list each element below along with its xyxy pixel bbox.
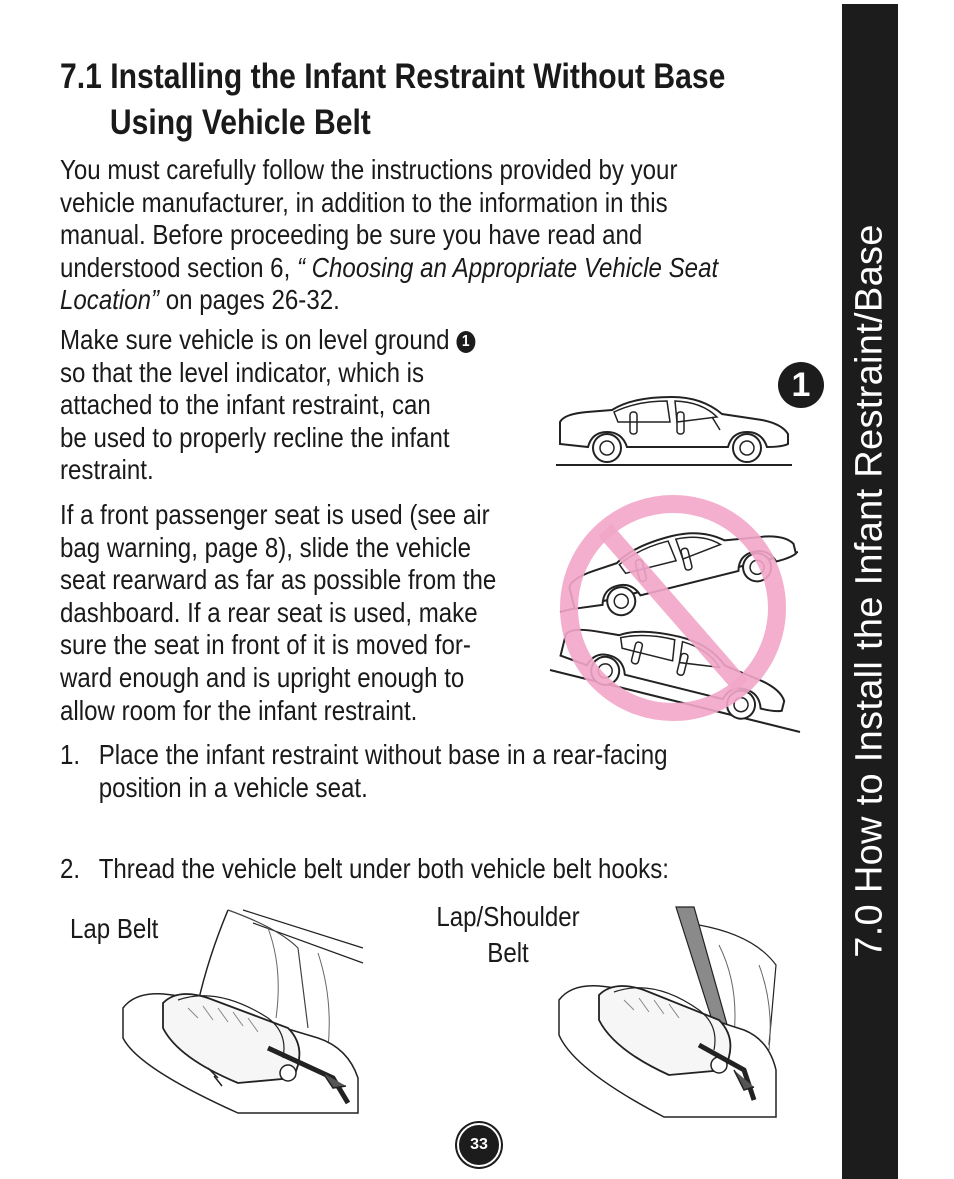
passenger-line: dashboard. If a rear seat is used, make (60, 596, 478, 628)
intro-line (60, 252, 718, 285)
passenger-seat-paragraph (60, 499, 496, 727)
step-number: 1. (60, 739, 81, 770)
passenger-line: sure the seat in front of it is moved for- (60, 629, 471, 661)
intro-text: on pages 26-32. (159, 284, 340, 316)
level-ground-paragraph (60, 324, 475, 487)
section-reference: Location” (60, 284, 160, 316)
level-line (60, 324, 475, 357)
section-reference: “ Choosing an Appropriate Vehicle Seat (296, 251, 719, 283)
level-line: restraint. (60, 454, 154, 486)
chapter-title: 7.0 How to Install the Infant Restraint/Base (848, 224, 891, 958)
prohibited-icon (553, 490, 793, 730)
lap-belt-seat-icon (118, 908, 370, 1120)
intro-line: You must carefully follow the instructions provided by your (60, 154, 678, 185)
level-text: Make sure vehicle is on level ground (60, 324, 450, 355)
lap-shoulder-belt-seat-icon (554, 905, 784, 1123)
passenger-line: seat rearward as far as possible from the (60, 564, 497, 596)
heading-line-1: 7.1 Installing the Infant Restraint Without Base (60, 57, 726, 96)
step-text: Thread the vehicle belt under both vehicle belt hooks: (98, 853, 669, 884)
level-line: so that the level indicator, which is (60, 356, 425, 388)
step-number: 2. (60, 853, 81, 884)
label-line: Lap/Shoulder (436, 901, 580, 932)
intro-text: understood section 6, (60, 251, 297, 283)
intro-line (60, 284, 718, 317)
figure-reference-badge: 1 (456, 331, 475, 353)
heading-line-2: Using Vehicle Belt (109, 103, 371, 142)
chapter-sidebar (842, 4, 898, 1179)
intro-line: vehicle manufacturer, in addition to the information in this (60, 186, 668, 218)
intro-line: manual. Before proceeding be sure you have read and (60, 219, 643, 251)
passenger-line: allow room for the infant restraint. (60, 694, 418, 726)
passenger-line: ward enough and is upright enough to (60, 661, 465, 693)
figure-number-badge: 1 (778, 362, 824, 408)
lap-belt-label: Lap Belt (70, 913, 159, 944)
section-heading (60, 54, 725, 146)
car-level-icon (552, 392, 797, 472)
page-number-badge: 33 (457, 1123, 501, 1167)
step-text: Place the infant restraint without base in a rear-facing (98, 739, 668, 770)
step-text: position in a vehicle seat. (98, 771, 368, 803)
passenger-line: bag warning, page 8), slide the vehicle (60, 531, 471, 563)
intro-paragraph (60, 154, 718, 317)
level-line: be used to properly recline the infant (60, 421, 450, 453)
label-line: Belt (487, 937, 529, 968)
level-line: attached to the infant restraint, can (60, 389, 431, 421)
passenger-line: If a front passenger seat is used (see air (60, 499, 490, 530)
